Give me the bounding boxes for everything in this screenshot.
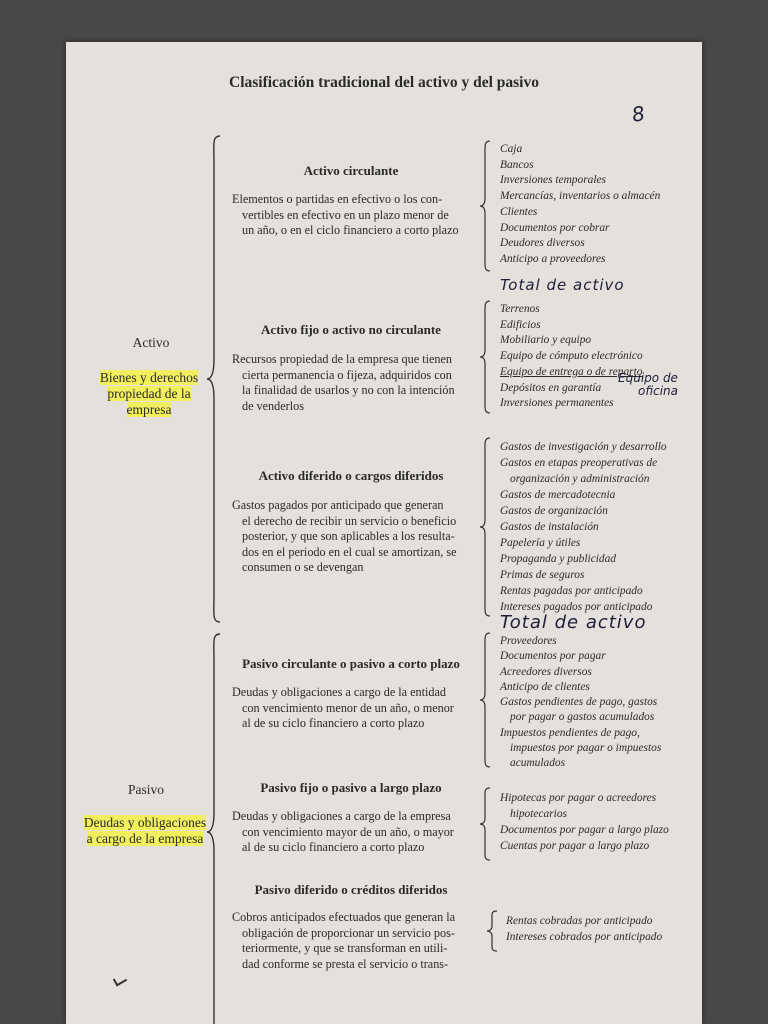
desc-line: dos en el periodo en el cual se amortizan, se [242,544,457,559]
section-heading-pasivo-circulante: Pasivo circulante o pasivo a corto plazo [242,656,460,671]
items-pasivo-circulante [500,634,661,772]
desc-line: con vencimiento menor de un año, o menor [242,700,454,715]
desc-line: un año, o en el ciclo financiero a corto plazo [242,223,459,237]
pasivo-description [80,815,210,847]
desc-line: Recursos propiedad de la empresa que tienen [232,352,452,366]
section-desc-activo-diferido [232,498,472,576]
list-item: Mercancías, inventarios o almacén [500,190,661,203]
list-item: impuestos por pagar o impuestos [510,742,662,755]
desc-line: de venderlos [242,398,304,413]
pasivo-label: Pasivo [127,782,164,797]
desc-line: al de su ciclo financiero a corto plazo [242,840,425,854]
list-item: Rentas cobradas por anticipado [506,915,653,927]
list-item: Bancos [500,158,534,171]
list-item: Gastos de organización [500,505,608,517]
desc-line: la finalidad de usarlos y no con la intención [242,383,455,397]
list-item: Intereses cobrados por anticipado [506,930,663,943]
desc-line: teriormente, y que se transforman en utili- [242,941,448,955]
list-item: Documentos por pagar [500,650,606,663]
activo-label: Activo [132,335,170,350]
list-item: Anticipo de clientes [500,680,590,693]
desc-line: posterior, y que son aplicables a los resulta- [242,529,455,543]
list-item: hipotecarios [510,808,567,820]
list-item: Equipo de cómputo electrónico [500,350,643,363]
desc-line: con vencimiento mayor de un año, o mayor [242,824,454,839]
pasivo-diferido-items-brace [486,910,498,952]
list-item: Papelería y útiles [500,537,581,549]
list-item: Inversiones temporales [500,174,606,187]
list-item: Hipotecas por pagar o acreedores [500,792,657,804]
section-desc-pasivo-circulante [232,685,472,732]
items-pasivo-fijo [500,790,669,854]
document-page [66,42,702,1024]
list-item: Anticipo a proveedores [500,252,606,265]
list-item: Primas de seguros [500,569,585,581]
list-item: Edificios [500,318,541,331]
list-item: Gastos de investigación y desarrollo [500,441,667,453]
desc-line: Deudas y obligaciones a cargo de la entidad [232,685,446,699]
list-item: Gastos de mercadotecnia [500,489,616,501]
list-item: Cuentas por pagar a largo plazo [500,840,650,852]
list-item: Gastos de instalación [500,521,599,533]
activo-desc-line2: propiedad de la empresa [107,386,191,417]
list-item: Depósitos en garantía [500,381,602,394]
items-pasivo-diferido [506,914,662,945]
list-item: Terrenos [500,303,540,315]
handwritten-equipo-note [618,372,678,398]
section-desc-pasivo-diferido [232,910,472,972]
section-heading-activo-fijo: Activo fijo o activo no circulante [261,322,441,337]
pasivo-desc-line2: a cargo de la empresa [86,831,204,846]
note-line: Equipo de [618,371,678,385]
note-line: oficina [638,384,678,398]
pasivo-circulante-items-brace [479,632,491,768]
section-desc-activo-circulante [232,192,472,239]
list-item: Gastos en etapas preoperativas de [500,457,658,469]
fijo-items-brace [479,300,491,414]
list-item: por pagar o gastos acumulados [510,711,655,724]
desc-line: al de su ciclo financiero a corto plazo [242,716,425,730]
desc-line: consumen o se devengan [242,560,364,574]
pen-mark [113,974,127,987]
list-item: Impuestos pendientes de pago, [500,726,640,739]
activo-desc-line1: Bienes y derechos [99,370,199,385]
list-item: Intereses pagados por anticipado [500,601,653,613]
section-desc-pasivo-fijo [232,809,472,856]
list-item: Gastos pendientes de pago, gastos [500,696,658,709]
list-item: Proveedores [500,635,557,647]
desc-line: Gastos pagados por anticipado que generan [232,498,444,512]
desc-line: vertibles en efectivo en un plazo menor de [242,207,449,222]
diferido-items-brace [479,437,491,617]
section-heading-activo-circulante: Activo circulante [303,163,399,178]
section-heading-pasivo-diferido: Pasivo diferido o créditos diferidos [254,882,448,897]
list-item: Documentos por pagar a largo plazo [500,824,669,836]
circulante-items-brace [479,140,491,272]
activo-description [84,370,214,418]
section-heading-activo-diferido: Activo diferido o cargos diferidos [258,468,444,483]
items-activo-circulante [500,142,660,268]
handwritten-page-mark: 8 [630,101,647,127]
pasivo-fijo-items-brace [479,787,491,861]
list-item: Propaganda y publicidad [500,553,617,565]
desc-line: Cobros anticipados efectuados que generan la [232,910,456,924]
desc-line: cierta permanencia o fijeza, adquiridos con [242,367,452,382]
list-item: Deudores diversos [500,237,585,250]
handwritten-total-activo: Total de activo [500,612,647,633]
page-title: Clasificación tradicional del activo y del pasivo [229,74,539,91]
list-item: acumulados [510,757,566,770]
list-item: organización y administración [510,473,650,485]
list-item: Documentos por cobrar [500,221,610,234]
section-desc-activo-fijo [232,352,472,414]
list-item: Rentas pagadas por anticipado [500,585,643,597]
desc-line: Deudas y obligaciones a cargo de la empresa [232,809,451,823]
list-item: Caja [500,143,523,155]
desc-line: dad conforme se presta el servicio o trans- [242,956,449,971]
list-item: Inversiones permanentes [500,397,614,410]
list-item: Mobiliario y equipo [500,334,592,347]
list-item: Equipo de entrega o de reparto [500,365,643,378]
handwritten-total-circulante: Total de activo [500,276,625,294]
desc-line: Elementos o partidas en efectivo o los con- [232,192,443,206]
list-item: Acreedores diversos [500,665,592,678]
list-item: Clientes [500,205,538,218]
desc-line: el derecho de recibir un servicio o beneficio [242,513,457,528]
items-activo-diferido [500,439,667,615]
pasivo-desc-line1: Deudas y obligaciones [83,815,207,830]
section-heading-pasivo-fijo: Pasivo fijo o pasivo a largo plazo [260,780,442,795]
desc-line: obligación de proporcionar un servicio pos- [242,925,455,940]
